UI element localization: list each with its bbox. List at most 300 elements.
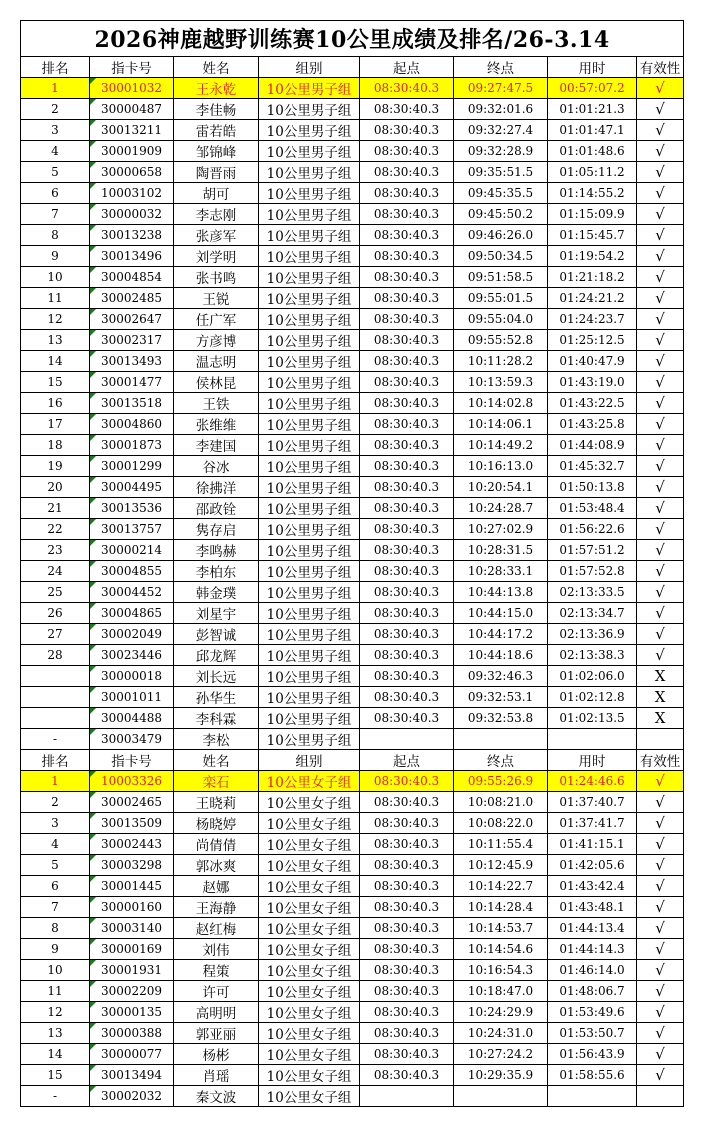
cell-name: 杨彬 <box>174 1044 259 1065</box>
cell-start-time: 08:30:40.3 <box>360 792 454 813</box>
cell-elapsed-time: 01:43:48.1 <box>548 897 637 918</box>
cell-card-number: 30002209 <box>90 981 174 1002</box>
cell-validity: √ <box>637 834 684 855</box>
cell-group: 10公里男子组 <box>259 708 360 729</box>
cell-card-number: 30001931 <box>90 960 174 981</box>
men-result-row <box>21 708 684 729</box>
cell-elapsed-time: 01:02:06.0 <box>548 666 637 687</box>
cell-rank: 6 <box>21 876 90 897</box>
cell-finish-time: 10:18:47.0 <box>454 981 548 1002</box>
cell-name: 邱龙辉 <box>174 645 259 666</box>
cell-validity: √ <box>637 477 684 498</box>
cell-finish-time: 09:45:50.2 <box>454 204 548 225</box>
column-header-elapsed-time: 用时 <box>548 750 637 771</box>
cell-rank: 8 <box>21 225 90 246</box>
cell-rank: 4 <box>21 141 90 162</box>
cell-finish-time: 09:55:01.5 <box>454 288 548 309</box>
cell-name: 邵政铨 <box>174 498 259 519</box>
cell-card-number: 30002647 <box>90 309 174 330</box>
cell-start-time: 08:30:40.3 <box>360 183 454 204</box>
cell-start-time: 08:30:40.3 <box>360 771 454 792</box>
cell-start-time: 08:30:40.3 <box>360 855 454 876</box>
cell-name: 肖瑶 <box>174 1065 259 1086</box>
cell-rank: 14 <box>21 351 90 372</box>
cell-rank: 15 <box>21 1065 90 1086</box>
cell-finish-time: 10:16:54.3 <box>454 960 548 981</box>
cell-elapsed-time: 01:15:09.9 <box>548 204 637 225</box>
cell-name: 张书鸣 <box>174 267 259 288</box>
column-header-rank: 排名 <box>21 57 90 78</box>
cell-finish-time: 10:44:17.2 <box>454 624 548 645</box>
cell-rank: 12 <box>21 309 90 330</box>
cell-validity: √ <box>637 99 684 120</box>
cell-finish-time: 10:24:29.9 <box>454 1002 548 1023</box>
cell-validity: √ <box>637 981 684 1002</box>
cell-validity <box>637 729 684 750</box>
cell-group: 10公里男子组 <box>259 435 360 456</box>
cell-group: 10公里男子组 <box>259 99 360 120</box>
cell-group: 10公里男子组 <box>259 393 360 414</box>
cell-validity: √ <box>637 246 684 267</box>
cell-finish-time: 10:11:55.4 <box>454 834 548 855</box>
women-result-row <box>21 876 684 897</box>
cell-rank: 12 <box>21 1002 90 1023</box>
cell-rank: 28 <box>21 645 90 666</box>
cell-rank: 21 <box>21 498 90 519</box>
cell-card-number: 30002032 <box>90 1086 174 1107</box>
cell-validity: √ <box>637 624 684 645</box>
cell-finish-time: 10:14:06.1 <box>454 414 548 435</box>
men-result-row <box>21 246 684 267</box>
cell-name: 栾石 <box>174 771 259 792</box>
cell-start-time: 08:30:40.3 <box>360 561 454 582</box>
cell-card-number: 30000077 <box>90 1044 174 1065</box>
cell-start-time: 08:30:40.3 <box>360 939 454 960</box>
cell-card-number: 30004488 <box>90 708 174 729</box>
cell-validity: √ <box>637 456 684 477</box>
cell-elapsed-time: 01:02:13.5 <box>548 708 637 729</box>
cell-card-number: 30002485 <box>90 288 174 309</box>
women-result-row <box>21 1086 684 1107</box>
cell-start-time: 08:30:40.3 <box>360 708 454 729</box>
cell-finish-time: 10:28:33.1 <box>454 561 548 582</box>
cell-card-number: 30004854 <box>90 267 174 288</box>
cell-rank: 11 <box>21 981 90 1002</box>
cell-start-time: 08:30:40.3 <box>360 876 454 897</box>
cell-name: 高明明 <box>174 1002 259 1023</box>
cell-elapsed-time: 01:44:08.9 <box>548 435 637 456</box>
cell-start-time: 08:30:40.3 <box>360 162 454 183</box>
cell-group: 10公里男子组 <box>259 582 360 603</box>
cell-finish-time: 10:08:21.0 <box>454 792 548 813</box>
cell-name: 郭冰爽 <box>174 855 259 876</box>
cell-validity: √ <box>637 414 684 435</box>
cell-group: 10公里男子组 <box>259 645 360 666</box>
men-result-row <box>21 162 684 183</box>
cell-rank: 16 <box>21 393 90 414</box>
cell-start-time: 08:30:40.3 <box>360 435 454 456</box>
cell-group: 10公里女子组 <box>259 876 360 897</box>
cell-rank: 8 <box>21 918 90 939</box>
women-result-row <box>21 897 684 918</box>
men-result-row <box>21 141 684 162</box>
cell-start-time: 08:30:40.3 <box>360 645 454 666</box>
cell-group: 10公里男子组 <box>259 204 360 225</box>
cell-validity: √ <box>637 120 684 141</box>
cell-rank: 13 <box>21 330 90 351</box>
cell-rank: 6 <box>21 183 90 204</box>
cell-name: 郭亚丽 <box>174 1023 259 1044</box>
cell-group: 10公里男子组 <box>259 477 360 498</box>
cell-elapsed-time: 01:53:48.4 <box>548 498 637 519</box>
cell-name: 李柏东 <box>174 561 259 582</box>
cell-card-number: 30003140 <box>90 918 174 939</box>
women-result-row <box>21 792 684 813</box>
cell-card-number: 30004452 <box>90 582 174 603</box>
cell-group: 10公里男子组 <box>259 267 360 288</box>
women-result-row <box>21 834 684 855</box>
column-header-group: 组别 <box>259 57 360 78</box>
cell-finish-time: 09:50:34.5 <box>454 246 548 267</box>
cell-name: 刘长远 <box>174 666 259 687</box>
cell-finish-time: 10:27:24.2 <box>454 1044 548 1065</box>
cell-rank: 26 <box>21 603 90 624</box>
cell-elapsed-time: 01:40:47.9 <box>548 351 637 372</box>
cell-finish-time: 09:27:47.5 <box>454 78 548 99</box>
cell-elapsed-time: 01:57:51.2 <box>548 540 637 561</box>
cell-finish-time: 10:29:35.9 <box>454 1065 548 1086</box>
cell-finish-time: 10:14:28.4 <box>454 897 548 918</box>
cell-validity: √ <box>637 855 684 876</box>
cell-name: 李松 <box>174 729 259 750</box>
cell-validity: √ <box>637 183 684 204</box>
cell-rank: 7 <box>21 897 90 918</box>
cell-name: 杨晓婷 <box>174 813 259 834</box>
cell-validity <box>637 1086 684 1107</box>
cell-rank: 5 <box>21 855 90 876</box>
cell-card-number: 30001011 <box>90 687 174 708</box>
page-title: 2026神鹿越野训练赛10公里成绩及排名/26-3.14 <box>21 21 684 57</box>
cell-finish-time: 10:14:54.6 <box>454 939 548 960</box>
cell-card-number: 30013493 <box>90 351 174 372</box>
column-header-name: 姓名 <box>174 750 259 771</box>
cell-name: 徐拂洋 <box>174 477 259 498</box>
cell-group: 10公里男子组 <box>259 225 360 246</box>
cell-group: 10公里男子组 <box>259 624 360 645</box>
cell-group: 10公里女子组 <box>259 771 360 792</box>
cell-validity: √ <box>637 771 684 792</box>
cell-start-time: 08:30:40.3 <box>360 498 454 519</box>
column-header-card-number: 指卡号 <box>90 57 174 78</box>
women-header-row <box>21 750 684 771</box>
cell-finish-time: 09:46:26.0 <box>454 225 548 246</box>
cell-card-number: 30004855 <box>90 561 174 582</box>
cell-rank: 9 <box>21 246 90 267</box>
cell-start-time: 08:30:40.3 <box>360 141 454 162</box>
cell-finish-time: 09:32:01.6 <box>454 99 548 120</box>
cell-elapsed-time: 01:43:42.4 <box>548 876 637 897</box>
cell-rank: 3 <box>21 120 90 141</box>
cell-finish-time: 10:44:13.8 <box>454 582 548 603</box>
cell-card-number: 30001909 <box>90 141 174 162</box>
cell-name: 赵娜 <box>174 876 259 897</box>
cell-rank: 24 <box>21 561 90 582</box>
cell-elapsed-time: 01:25:12.5 <box>548 330 637 351</box>
cell-start-time: 08:30:40.3 <box>360 1044 454 1065</box>
cell-validity: √ <box>637 918 684 939</box>
cell-finish-time: 09:51:58.5 <box>454 267 548 288</box>
cell-finish-time: 09:55:26.9 <box>454 771 548 792</box>
cell-validity: √ <box>637 498 684 519</box>
cell-validity: √ <box>637 876 684 897</box>
cell-start-time: 08:30:40.3 <box>360 813 454 834</box>
men-result-row <box>21 267 684 288</box>
cell-start-time: 08:30:40.3 <box>360 666 454 687</box>
cell-validity: √ <box>637 603 684 624</box>
cell-group: 10公里女子组 <box>259 813 360 834</box>
cell-group: 10公里男子组 <box>259 498 360 519</box>
cell-elapsed-time: 01:57:52.8 <box>548 561 637 582</box>
cell-finish-time: 10:12:45.9 <box>454 855 548 876</box>
cell-finish-time: 10:14:02.8 <box>454 393 548 414</box>
cell-elapsed-time: 01:44:14.3 <box>548 939 637 960</box>
cell-validity: √ <box>637 1044 684 1065</box>
cell-group: 10公里女子组 <box>259 918 360 939</box>
column-header-finish-time: 终点 <box>454 750 548 771</box>
cell-elapsed-time: 01:46:14.0 <box>548 960 637 981</box>
cell-validity: √ <box>637 267 684 288</box>
cell-rank: 18 <box>21 435 90 456</box>
cell-finish-time: 09:32:53.8 <box>454 708 548 729</box>
cell-rank <box>21 708 90 729</box>
cell-name: 张彦军 <box>174 225 259 246</box>
cell-elapsed-time: 00:57:07.2 <box>548 78 637 99</box>
cell-name: 尚倩倩 <box>174 834 259 855</box>
cell-group: 10公里女子组 <box>259 834 360 855</box>
column-header-card-number: 指卡号 <box>90 750 174 771</box>
cell-rank: 9 <box>21 939 90 960</box>
cell-validity: √ <box>637 1065 684 1086</box>
cell-rank: 14 <box>21 1044 90 1065</box>
cell-start-time: 08:30:40.3 <box>360 330 454 351</box>
cell-name: 隽存启 <box>174 519 259 540</box>
men-result-row <box>21 372 684 393</box>
cell-finish-time: 10:08:22.0 <box>454 813 548 834</box>
cell-group: 10公里女子组 <box>259 1023 360 1044</box>
column-header-start-time: 起点 <box>360 750 454 771</box>
cell-validity: √ <box>637 309 684 330</box>
cell-rank: 13 <box>21 1023 90 1044</box>
cell-name: 许可 <box>174 981 259 1002</box>
cell-validity: √ <box>637 960 684 981</box>
cell-elapsed-time <box>548 1086 637 1107</box>
cell-start-time: 08:30:40.3 <box>360 267 454 288</box>
cell-group: 10公里女子组 <box>259 981 360 1002</box>
cell-elapsed-time: 01:43:25.8 <box>548 414 637 435</box>
cell-card-number: 30004860 <box>90 414 174 435</box>
cell-start-time: 08:30:40.3 <box>360 246 454 267</box>
cell-elapsed-time: 01:41:15.1 <box>548 834 637 855</box>
cell-start-time: 08:30:40.3 <box>360 960 454 981</box>
cell-card-number: 30013518 <box>90 393 174 414</box>
cell-name: 侯林昆 <box>174 372 259 393</box>
cell-name: 刘星宇 <box>174 603 259 624</box>
cell-start-time: 08:30:40.3 <box>360 99 454 120</box>
cell-group: 10公里女子组 <box>259 897 360 918</box>
cell-rank: 22 <box>21 519 90 540</box>
cell-card-number: 30000214 <box>90 540 174 561</box>
cell-group: 10公里男子组 <box>259 162 360 183</box>
cell-group: 10公里男子组 <box>259 729 360 750</box>
cell-validity: √ <box>637 393 684 414</box>
cell-finish-time: 10:44:15.0 <box>454 603 548 624</box>
cell-rank: 1 <box>21 78 90 99</box>
cell-group: 10公里男子组 <box>259 372 360 393</box>
men-result-row <box>21 477 684 498</box>
women-result-row <box>21 981 684 1002</box>
women-result-row <box>21 1044 684 1065</box>
cell-validity: X <box>637 687 684 708</box>
women-result-row <box>21 1065 684 1086</box>
cell-name: 秦文波 <box>174 1086 259 1107</box>
cell-start-time: 08:30:40.3 <box>360 540 454 561</box>
men-result-row <box>21 561 684 582</box>
cell-elapsed-time: 01:01:47.1 <box>548 120 637 141</box>
cell-start-time: 08:30:40.3 <box>360 981 454 1002</box>
cell-rank: 5 <box>21 162 90 183</box>
men-result-row <box>21 78 684 99</box>
men-header-row <box>21 57 684 78</box>
cell-card-number: 30013757 <box>90 519 174 540</box>
cell-rank: 2 <box>21 792 90 813</box>
cell-name: 李鸣赫 <box>174 540 259 561</box>
cell-card-number: 30002465 <box>90 792 174 813</box>
cell-elapsed-time: 01:14:55.2 <box>548 183 637 204</box>
cell-name: 王海静 <box>174 897 259 918</box>
cell-name: 任广军 <box>174 309 259 330</box>
cell-finish-time: 10:16:13.0 <box>454 456 548 477</box>
men-result-row <box>21 582 684 603</box>
cell-start-time: 08:30:40.3 <box>360 393 454 414</box>
cell-elapsed-time: 01:42:05.6 <box>548 855 637 876</box>
cell-card-number: 30000160 <box>90 897 174 918</box>
cell-rank: 10 <box>21 960 90 981</box>
column-header-group: 组别 <box>259 750 360 771</box>
cell-validity: √ <box>637 372 684 393</box>
cell-start-time: 08:30:40.3 <box>360 582 454 603</box>
cell-finish-time: 09:35:51.5 <box>454 162 548 183</box>
women-result-row <box>21 1002 684 1023</box>
cell-card-number: 30013494 <box>90 1065 174 1086</box>
cell-validity: √ <box>637 561 684 582</box>
cell-rank: 11 <box>21 288 90 309</box>
cell-rank: 27 <box>21 624 90 645</box>
cell-card-number: 30000018 <box>90 666 174 687</box>
cell-start-time: 08:30:40.3 <box>360 477 454 498</box>
cell-card-number: 30001032 <box>90 78 174 99</box>
cell-name: 刘伟 <box>174 939 259 960</box>
cell-card-number: 30003298 <box>90 855 174 876</box>
cell-name: 李志刚 <box>174 204 259 225</box>
cell-validity: √ <box>637 792 684 813</box>
column-header-validity: 有效性 <box>637 750 684 771</box>
cell-finish-time: 09:32:53.1 <box>454 687 548 708</box>
cell-validity: √ <box>637 435 684 456</box>
cell-rank: 10 <box>21 267 90 288</box>
cell-elapsed-time: 01:50:13.8 <box>548 477 637 498</box>
cell-validity: √ <box>637 78 684 99</box>
cell-finish-time: 10:20:54.1 <box>454 477 548 498</box>
cell-card-number: 30013496 <box>90 246 174 267</box>
cell-group: 10公里女子组 <box>259 855 360 876</box>
cell-card-number: 30000032 <box>90 204 174 225</box>
cell-rank: 1 <box>21 771 90 792</box>
cell-group: 10公里男子组 <box>259 456 360 477</box>
cell-start-time: 08:30:40.3 <box>360 372 454 393</box>
cell-validity: X <box>637 666 684 687</box>
cell-elapsed-time: 02:13:38.3 <box>548 645 637 666</box>
cell-start-time: 08:30:40.3 <box>360 918 454 939</box>
cell-start-time: 08:30:40.3 <box>360 834 454 855</box>
women-result-row <box>21 1023 684 1044</box>
cell-name: 李建国 <box>174 435 259 456</box>
cell-elapsed-time: 01:43:22.5 <box>548 393 637 414</box>
cell-group: 10公里男子组 <box>259 141 360 162</box>
men-result-row <box>21 456 684 477</box>
cell-validity: √ <box>637 162 684 183</box>
cell-name: 谷冰 <box>174 456 259 477</box>
cell-card-number: 30000658 <box>90 162 174 183</box>
cell-finish-time: 10:14:22.7 <box>454 876 548 897</box>
column-header-elapsed-time: 用时 <box>548 57 637 78</box>
cell-card-number: 30000169 <box>90 939 174 960</box>
cell-card-number: 30000135 <box>90 1002 174 1023</box>
cell-finish-time: 10:14:53.7 <box>454 918 548 939</box>
men-result-row <box>21 435 684 456</box>
cell-card-number: 30002049 <box>90 624 174 645</box>
results-table <box>20 20 684 1107</box>
cell-validity: √ <box>637 351 684 372</box>
cell-elapsed-time: 01:44:13.4 <box>548 918 637 939</box>
women-result-row <box>21 813 684 834</box>
cell-name: 韩金璞 <box>174 582 259 603</box>
cell-name: 赵红梅 <box>174 918 259 939</box>
cell-rank: - <box>21 729 90 750</box>
men-result-row <box>21 393 684 414</box>
cell-group: 10公里男子组 <box>259 288 360 309</box>
cell-group: 10公里男子组 <box>259 183 360 204</box>
men-result-row <box>21 183 684 204</box>
cell-name: 王永乾 <box>174 78 259 99</box>
cell-rank: 25 <box>21 582 90 603</box>
cell-card-number: 30004495 <box>90 477 174 498</box>
cell-card-number: 30001873 <box>90 435 174 456</box>
cell-elapsed-time: 01:43:19.0 <box>548 372 637 393</box>
cell-finish-time <box>454 729 548 750</box>
cell-group: 10公里男子组 <box>259 120 360 141</box>
cell-start-time: 08:30:40.3 <box>360 309 454 330</box>
cell-elapsed-time: 02:13:34.7 <box>548 603 637 624</box>
men-result-row <box>21 99 684 120</box>
men-result-row <box>21 225 684 246</box>
cell-finish-time: 10:28:31.5 <box>454 540 548 561</box>
men-result-row <box>21 288 684 309</box>
cell-finish-time: 10:27:02.9 <box>454 519 548 540</box>
cell-name: 李佳畅 <box>174 99 259 120</box>
cell-rank: 23 <box>21 540 90 561</box>
cell-group: 10公里男子组 <box>259 330 360 351</box>
cell-start-time: 08:30:40.3 <box>360 204 454 225</box>
